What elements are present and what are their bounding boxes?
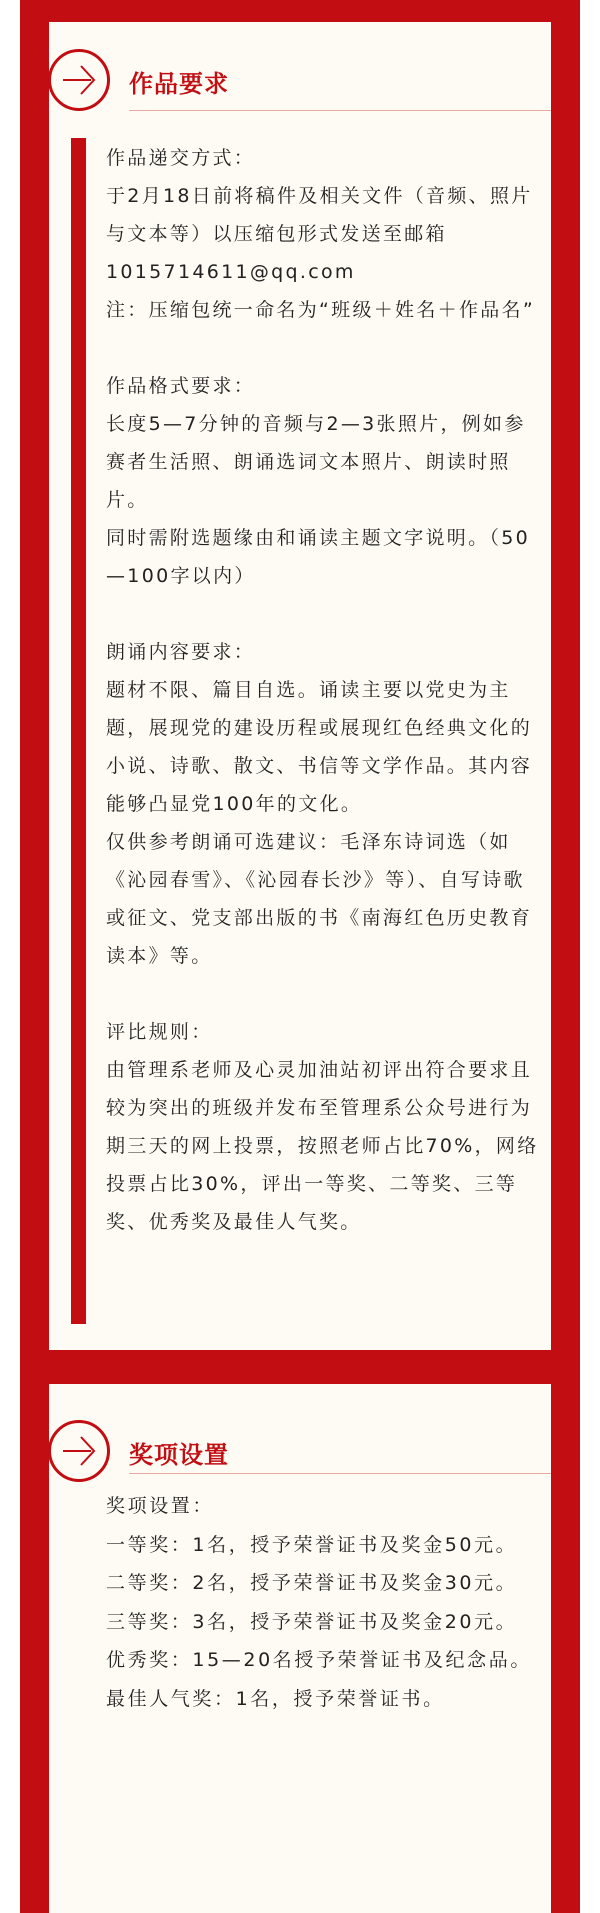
requirements-header xyxy=(49,22,551,142)
requirements-body xyxy=(106,139,546,1241)
format-extra: 同时需附选题缘由和诵读主题文字说明。（50—100字以内） xyxy=(106,527,530,587)
requirements-card xyxy=(49,22,551,1350)
title-underline xyxy=(129,1473,551,1474)
submission-text: 于2月18日前将稿件及相关文件（音频、照片与文本等）以压缩包形式发送至邮箱1015714611@qq.com xyxy=(106,185,533,283)
awards-header xyxy=(49,1384,551,1504)
accent-bar xyxy=(71,138,86,1324)
content-text: 题材不限、篇目自选。诵读主要以党史为主题，展现党的建设历程或展现红色经典文化的小说、诗歌、散文、书信等文学作品。其内容能够凸显党100年的文化。 xyxy=(106,679,533,815)
submission-note: 注：压缩包统一命名为“班级＋姓名＋作品名” xyxy=(106,299,535,321)
content-suggestion: 仅供参考朗诵可选建议：毛泽东诗词选（如《沁园春雪》、《沁园春长沙》等）、自写诗歌或征文、党支部出版的书《南海红色历史教育读本》等。 xyxy=(106,831,533,967)
rules-text: 由管理系老师及心灵加油站初评出符合要求且较为突出的班级并发布至管理系公众号进行为期三天的网上投票，按照老师占比70%，网络投票占比30%，评出一等奖、二等奖、三等奖、优秀奖及最佳人气奖。 xyxy=(106,1059,539,1233)
circle-arrow-right-icon xyxy=(48,1420,110,1482)
format-heading: 作品格式要求： xyxy=(106,375,256,397)
section-title: 奖项设置 xyxy=(129,1441,229,1469)
awards-body xyxy=(106,1487,546,1718)
submission-heading: 作品递交方式： xyxy=(106,147,256,169)
spacer xyxy=(106,329,546,367)
rules-heading: 评比规则： xyxy=(106,1021,213,1043)
format-text: 长度5—7分钟的音频与2—3张照片，例如参赛者生活照、朗诵选词文本照片、朗读时照片。 xyxy=(106,413,526,511)
content-heading: 朗诵内容要求： xyxy=(106,641,256,663)
awards-heading: 奖项设置： xyxy=(106,1495,215,1517)
award-excellent: 优秀奖：15—20名授予荣誉证书及纪念品。 xyxy=(106,1649,532,1671)
section-title: 作品要求 xyxy=(129,70,229,98)
award-third: 三等奖：3名，授予荣誉证书及奖金20元。 xyxy=(106,1610,518,1633)
title-underline xyxy=(129,110,551,111)
award-second: 二等奖：2名，授予荣誉证书及奖金30元。 xyxy=(106,1572,518,1594)
circle-arrow-right-icon xyxy=(48,49,110,111)
spacer xyxy=(106,975,546,1013)
spacer xyxy=(106,595,546,633)
awards-card xyxy=(49,1384,551,1913)
award-popular: 最佳人气奖：1名，授予荣誉证书。 xyxy=(106,1687,445,1710)
award-first: 一等奖：1名，授予荣誉证书及奖金50元。 xyxy=(106,1533,518,1556)
